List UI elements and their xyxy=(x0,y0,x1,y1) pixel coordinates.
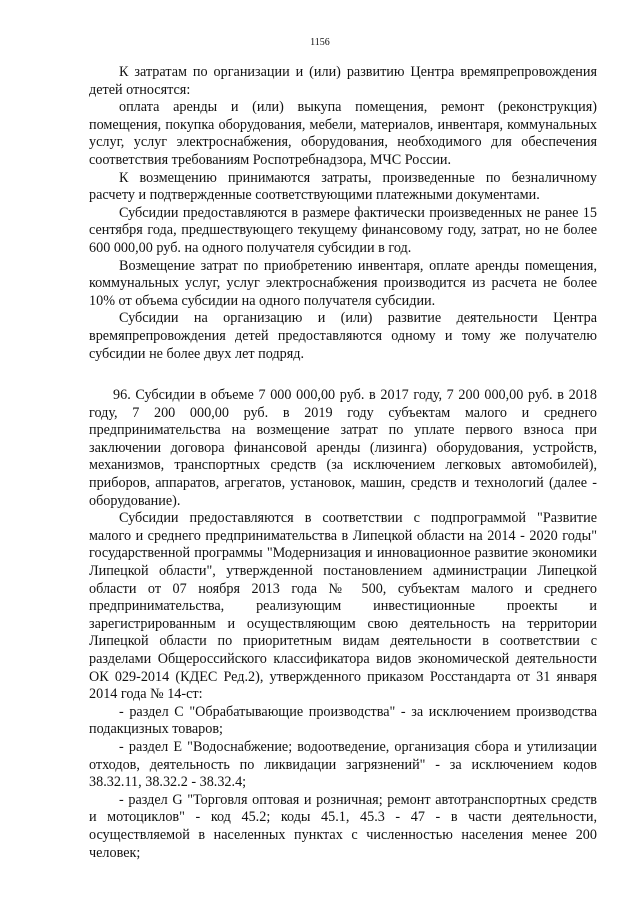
section-spacer xyxy=(89,363,597,387)
page-number: 1156 xyxy=(310,37,330,48)
list-item-section-e: - раздел E "Водоснабжение; водоотведение, организация сбора и утилизации отходов, деятельность по ликвидации загрязнений" - за исключением кодов 38.32.11, 38.32.2 - 38.32.4; xyxy=(89,738,597,791)
list-item-section-g: - раздел G "Торговля оптовая и розничная; ремонт автотранспортных средств и мотоциклов" - код 45.2; коды 45.1, 45.3 - 47 - в части деятельности, осуществляемой в населенных пунктах с численностью населения менее 200 человек; xyxy=(89,791,597,861)
list-item-section-c: - раздел C "Обрабатывающие производства" - за исключением производства подакцизных товаров; xyxy=(89,703,597,738)
paragraph-inventory-limit: Возмещение затрат по приобретению инвентаря, оплате аренды помещения, коммунальных услуг, услуг электроснабжения производится из расчета не более 10% от объема субсидии на одного получателя субсидии. xyxy=(89,257,597,309)
paragraph-subsidy-duration: Субсидии на организацию и (или) развитие деятельности Центра времяпрепровождения детей предоставляются одному и тому же получателю субсидии не более двух лет подряд. xyxy=(89,310,597,362)
document-body xyxy=(89,64,597,862)
paragraph-costs-intro: К затратам по организации и (или) развитию Центра времяпрепровождения детей относятся: xyxy=(89,64,597,98)
paragraph-subsidy-size: Субсидии предоставляются в размере фактически произведенных не ранее 15 сентября года, предшествующего текущему финансовому году, затрат, но не более 600 000,00 руб. на одного получателя субсидии в год. xyxy=(89,204,597,256)
paragraph-item-96: 96. Субсидии в объеме 7 000 000,00 руб. в 2017 году, 7 200 000,00 руб. в 2018 году, 7 200 000,00 руб. в 2019 году субъектам малого и среднего предпринимательства на возмещение затрат по уплате первого взноса при заключении договора финансовой аренды (лизинга) оборудования, устройств, механизмов, транспортных средств (за исключением легковых автомобилей), приборов, аппаратов, агрегатов, установок, машин, средств и технологий (далее - оборудование). xyxy=(89,387,597,509)
paragraph-costs-list: оплата аренды и (или) выкупа помещения, ремонт (реконструкция) помещения, покупка оборудования, мебели, материалов, инвентаря, коммунальных услуг, услуг электроснабжения, оборудования, необходимого для обеспечения соответствия требованиям Роспотребнадзора, МЧС России. xyxy=(89,99,597,168)
paragraph-subsidy-conditions: Субсидии предоставляются в соответствии с подпрограммой "Развитие малого и среднего предпринимательства в Липецкой области на 2014 - 2020 годы" государственной программы "Модернизация и инновационное развитие экономики Липецкой области", утвержденной постановлением администрации Липецкой области от 07 ноября 2013 года № 500, субъектам малого и среднего предпринимательства, реализующим инвестиционные проекты и зарегистрированным и осуществляющим свою деятельность на территории Липецкой области по приоритетным видам деятельности в соответствии с разделами Общероссийского классификатора видов экономической деятельности ОК 029-2014 (КДЕС Ред.2), утвержденного приказом Росстандарта от 31 января 2014 года № 14-ст: xyxy=(89,510,597,703)
paragraph-reimbursement: К возмещению принимаются затраты, произведенные по безналичному расчету и подтвержденные соответствующими платежными документами. xyxy=(89,169,597,204)
